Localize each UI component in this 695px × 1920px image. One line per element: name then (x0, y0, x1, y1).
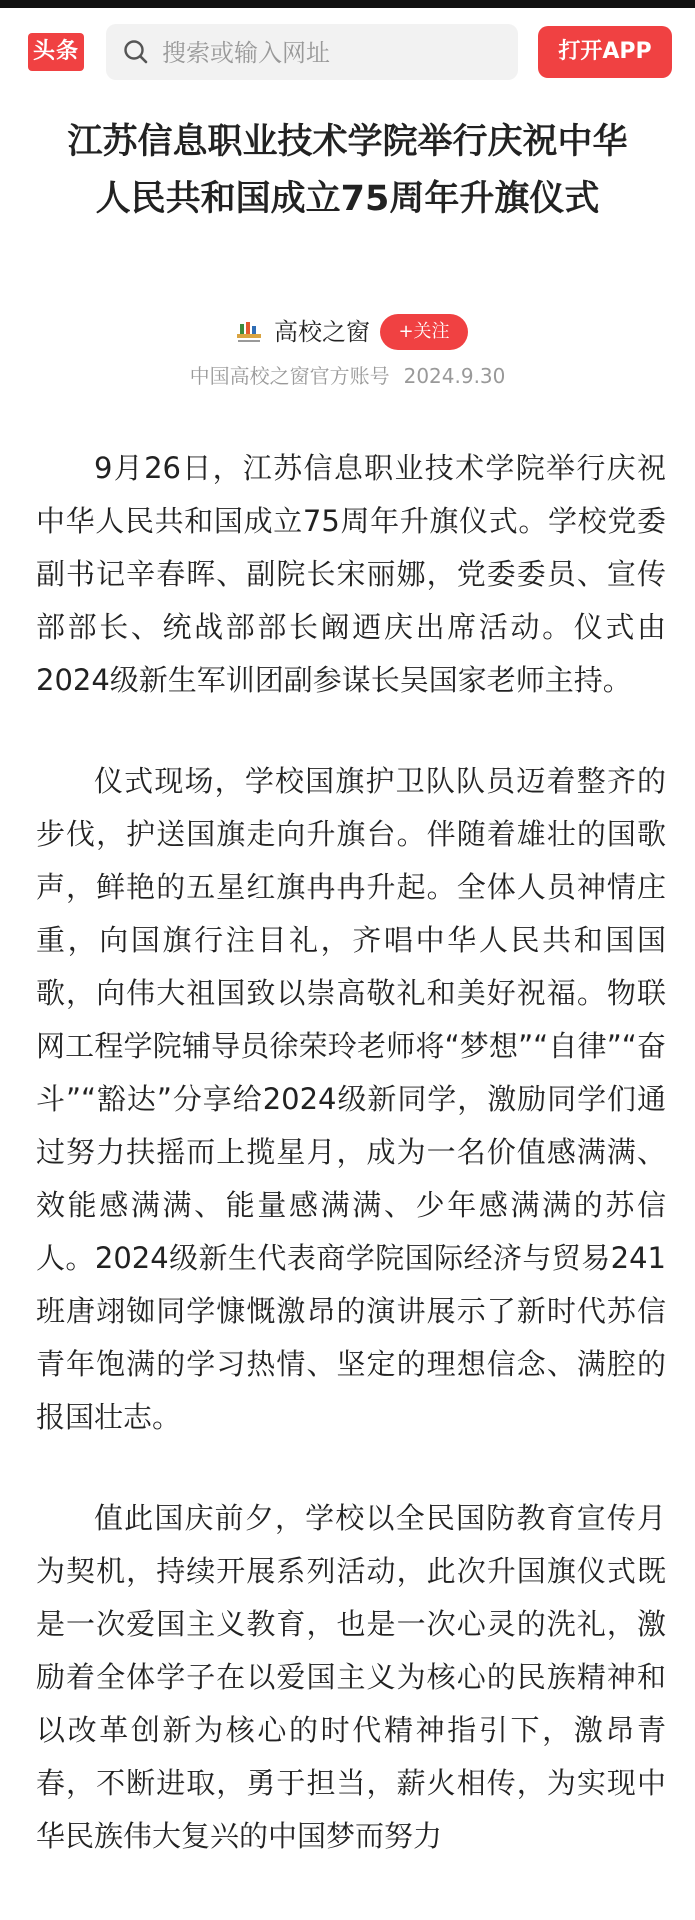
article-title: 江苏信息职业技术学院举行庆祝中华人民共和国成立75周年升旗仪式 (67, 122, 628, 219)
follow-button[interactable]: +关注 (380, 314, 468, 350)
paragraph: 仪式现场，学校国旗护卫队队员迈着整齐的步伐，护送国旗走向升旗台。伴随着雄壮的国歌声，鲜艳的五星红旗冉冉升起。全体人员神情庄重，向国旗行注目礼，齐唱中华人民共和国国歌，向伟大祖国致以崇高敬礼和美好祝福。物联网工程学院辅导员徐荣玲老师将“梦想”“自律”“奋斗”“豁达”分享给2024级新同学，激励同学们通过努力扶摇而上揽星月，成为一名价值感满满、效能感满满、能量感满满、少年感满满的苏信人。2024级新生代表商学院国际经济与贸易241班唐翊铷同学慷慨激昂的演讲展示了新时代苏信青年饱满的学习热情、坚定的理想信念、满腔的报国壮志。 (36, 764, 666, 1434)
paragraph: 9月26日，江苏信息职业技术学院举行庆祝中华人民共和国成立75周年升旗仪式。学校党委副书记辛春晖、副院长宋丽娜，党委委员、宣传部部长、统战部部长阚迺庆出席活动。仪式由2024级新生军训团副参谋长吴国家老师主持。 (36, 451, 666, 697)
article-meta (0, 360, 695, 392)
status-bar (0, 0, 695, 8)
article-body (36, 442, 666, 1863)
top-bar (0, 8, 695, 96)
source-label: 中国高校之窗官方账号 (189, 364, 390, 388)
author-avatar[interactable] (234, 318, 264, 348)
paragraph: 值此国庆前夕，学校以全民国防教育宣传月为契机，持续开展系列活动，此次升国旗仪式既是一次爱国主义教育，也是一次心灵的洗礼，激励着全体学子在以爱国主义为核心的民族精神和以改革创新为核心的时代精神指引下，激昂青春，不断进取，勇于担当，薪火相传，为实现中华民族伟大复兴的中国梦而努力 (36, 1501, 666, 1853)
search-icon (122, 38, 150, 66)
search-input[interactable] (160, 24, 504, 82)
author-row (0, 312, 695, 356)
toutiao-logo[interactable]: 头条 (28, 33, 84, 71)
author-name[interactable]: 高校之窗 (274, 318, 370, 346)
open-app-button[interactable]: 打开APP (538, 26, 672, 78)
publish-date: 2024.9.30 (403, 364, 506, 388)
search-box[interactable] (106, 24, 518, 80)
